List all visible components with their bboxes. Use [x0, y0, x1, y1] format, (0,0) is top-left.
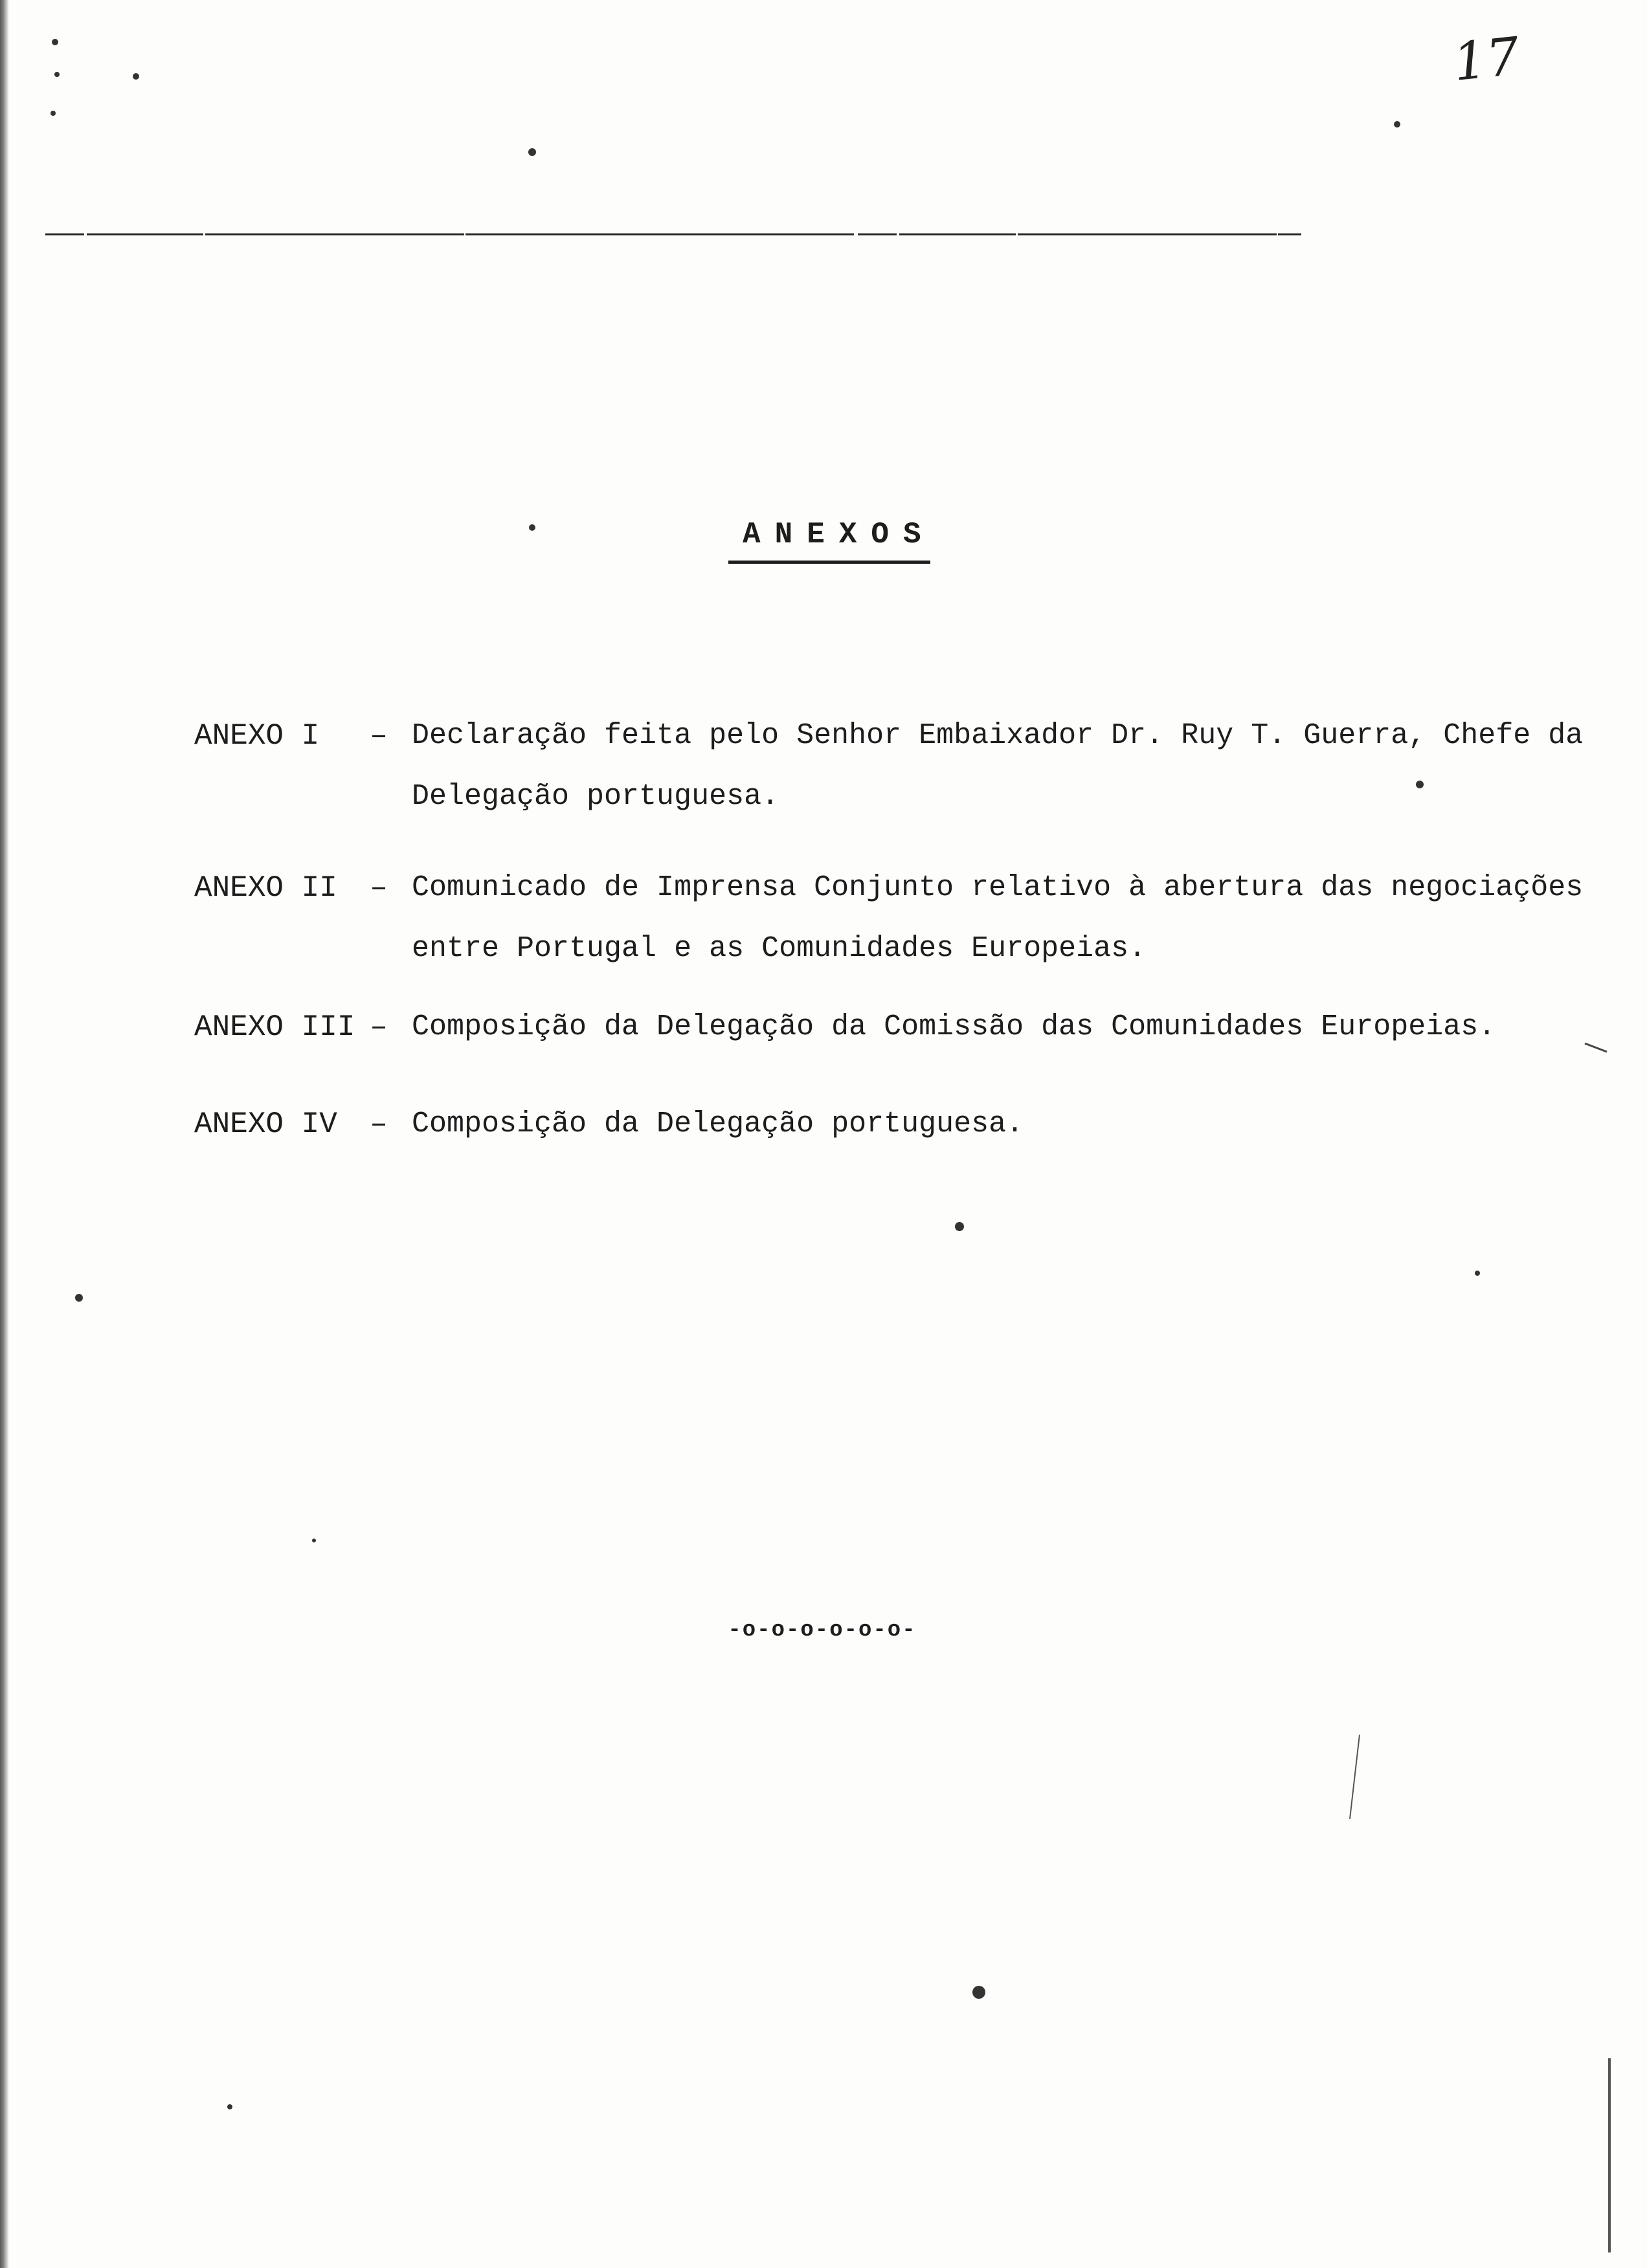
annex-description: Declaração feita pelo Senhor Embaixador Dr. Ruy T. Guerra, Chefe da Delegação portuguesa.: [412, 719, 1584, 813]
annex-description: Composição da Delegação da Comissão das Comunidades Europeias.: [412, 1010, 1496, 1043]
annex-label: ANEXO II: [194, 871, 337, 905]
annex-label: ANEXO I: [194, 719, 320, 753]
annex-dash: –: [370, 1010, 388, 1044]
annex-dash: –: [370, 871, 388, 905]
annex-description: Comunicado de Imprensa Conjunto relativo à abertura das negociações entre Portugal e as Comunidades Europeias.: [412, 871, 1584, 965]
annex-dash: –: [370, 1107, 388, 1141]
annex-description: Composição da Delegação portuguesa.: [412, 1107, 1024, 1140]
page-title: ANEXOS: [728, 518, 930, 564]
page-number: 17: [1450, 25, 1523, 93]
annex-dash: –: [370, 719, 388, 753]
annex-label: ANEXO III: [194, 1010, 355, 1044]
annex-label: ANEXO IV: [194, 1107, 337, 1141]
end-separator: -o-o-o-o-o-o-: [728, 1618, 917, 1643]
